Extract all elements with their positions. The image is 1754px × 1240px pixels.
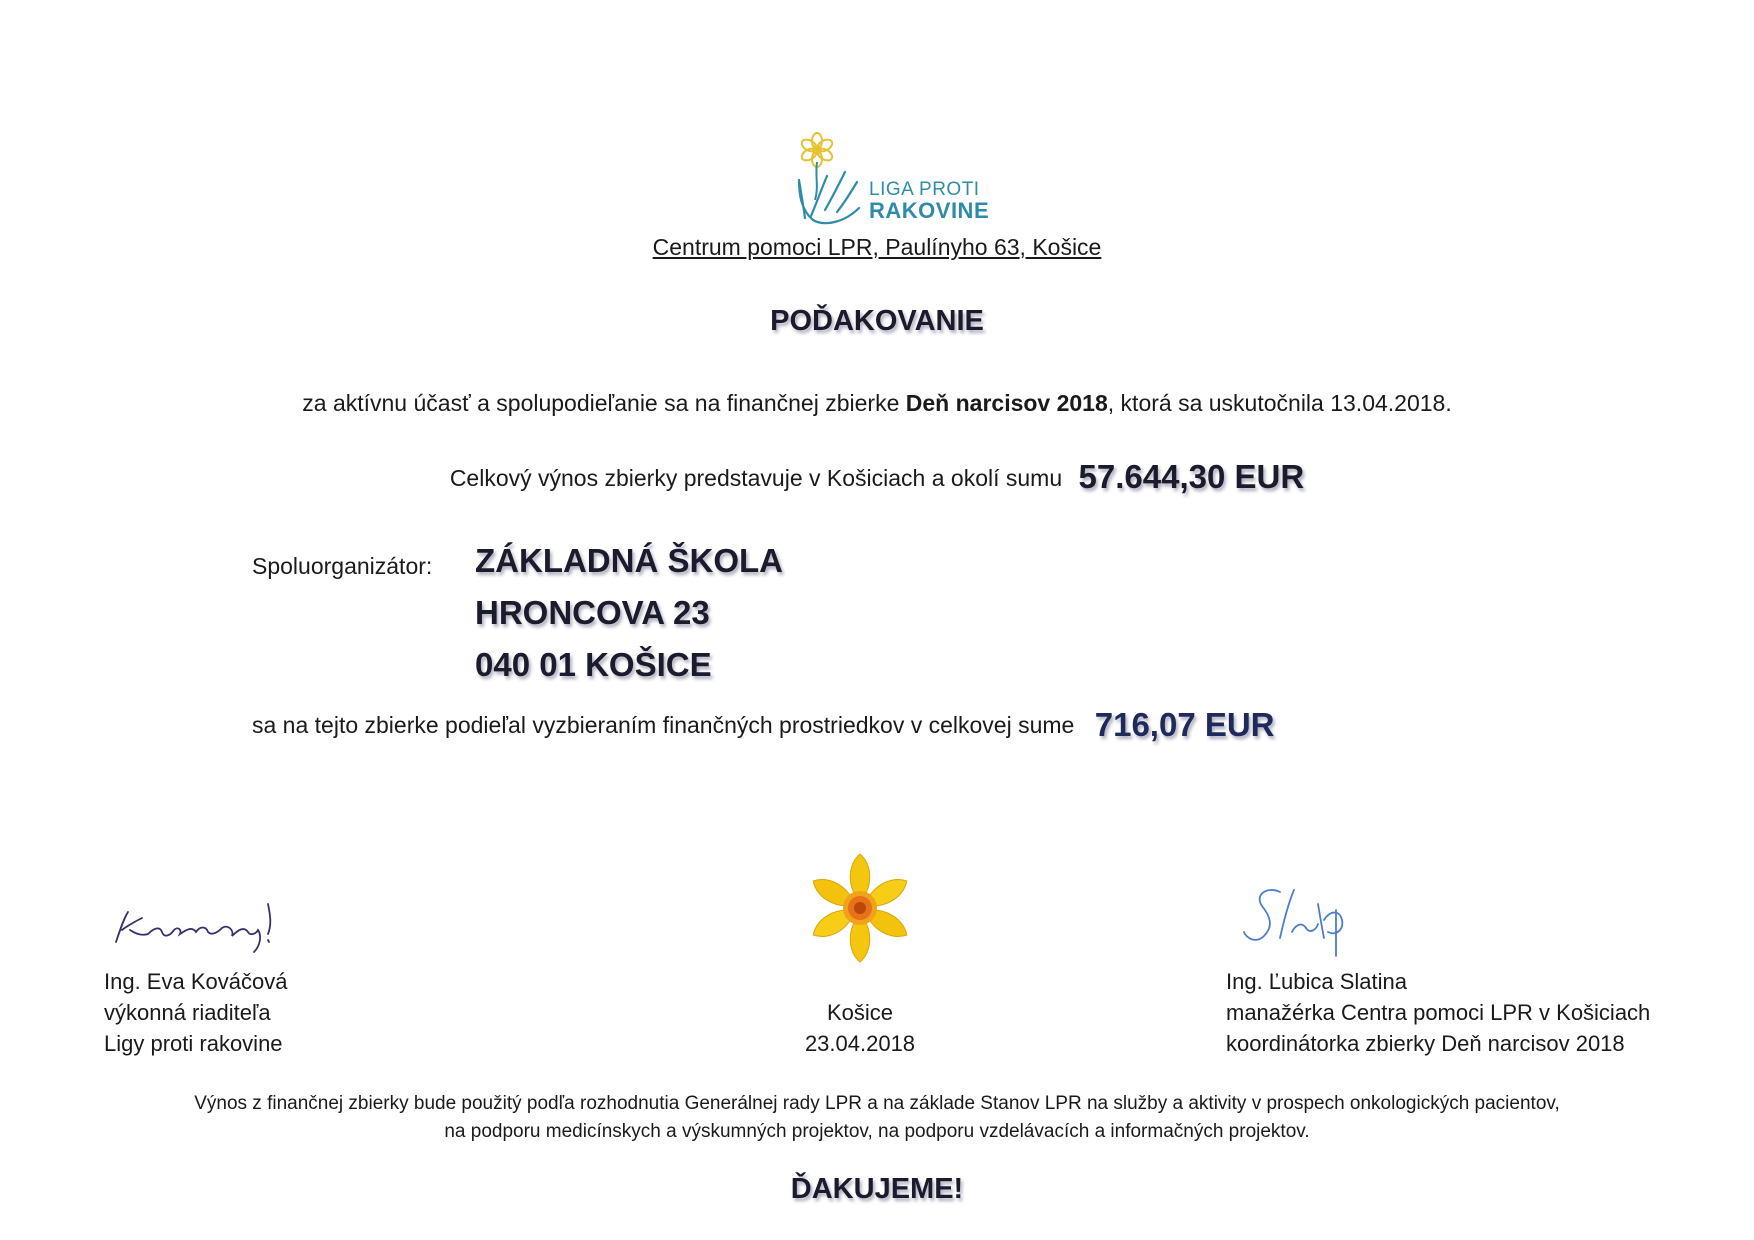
organization-address: Centrum pomoci LPR, Paulínyho 63, Košice [652, 234, 1102, 260]
total-text: Celkový výnos zbierky predstavuje v Košiciach a okolí sumu [449, 465, 1063, 491]
intro-text-after: , ktorá sa uskutočnila 13.04.2018. [1107, 390, 1452, 416]
footnote-line2: na podporu medicínskych a výskumných projektov, na podporu vzdelávacích a informačných projektov. [444, 1121, 1310, 1142]
document-title: POĎAKOVANIE [770, 305, 984, 337]
signatory-right-role: manažérka Centra pomoci LPR v Košiciach [1226, 1000, 1651, 1025]
coorganizer-label: Spoluorganizátor: [252, 553, 433, 579]
footnote [0, 1090, 1754, 1146]
signatory-left-name: Ing. Eva Kováčová [104, 969, 288, 994]
signature-left [108, 890, 288, 960]
signatory-right-role2: koordinátorka zbierky Deň narcisov 2018 [1226, 1031, 1625, 1056]
place: Košice [826, 1000, 894, 1025]
intro-paragraph [0, 390, 1754, 417]
share-line [252, 706, 1275, 744]
signatory-left [104, 966, 287, 1059]
date: 23.04.2018 [804, 1031, 916, 1056]
total-proceeds-line [0, 458, 1754, 496]
footnote-line1: Výnos z finančnej zbierky bude použitý podľa rozhodnutia Generálnej rady LPR a na základe Stanov LPR na služby a aktivity v prospech onkologických pacientov, [194, 1093, 1560, 1114]
intro-text-before: za aktívnu účasť a spolupodieľanie sa na finančnej zbierke [302, 390, 906, 416]
signatory-right [1226, 966, 1650, 1059]
total-amount: 57.644,30 EUR [1078, 458, 1305, 495]
closing-thanks: ĎAKUJEME! [790, 1173, 964, 1205]
hand-daffodil-icon [793, 132, 873, 227]
share-amount: 716,07 EUR [1094, 706, 1275, 743]
coorganizer-name: ZÁKLADNÁ ŠKOLA [475, 542, 783, 579]
signature-right [1240, 880, 1360, 960]
logo-text-line1: LIGA PROTI [869, 179, 980, 200]
signatory-left-role: výkonná riaditeľa [104, 1000, 271, 1025]
signatory-left-org: Ligy proti rakovine [104, 1031, 283, 1056]
daffodil-flower-icon [795, 850, 925, 968]
coorganizer-street: HRONCOVA 23 [475, 594, 710, 631]
event-name: Deň narcisov 2018 [905, 390, 1108, 416]
coorganizer-city: 040 01 KOŠICE [475, 646, 712, 683]
liga-proti-rakovine-logo [793, 132, 1023, 227]
place-date [760, 997, 960, 1059]
logo-text-line2: RAKOVINE [869, 198, 990, 223]
signatory-right-name: Ing. Ľubica Slatina [1226, 969, 1408, 994]
share-text: sa na tejto zbierke podieľal vyzbieraním finančných prostriedkov v celkovej sume [252, 712, 1075, 738]
